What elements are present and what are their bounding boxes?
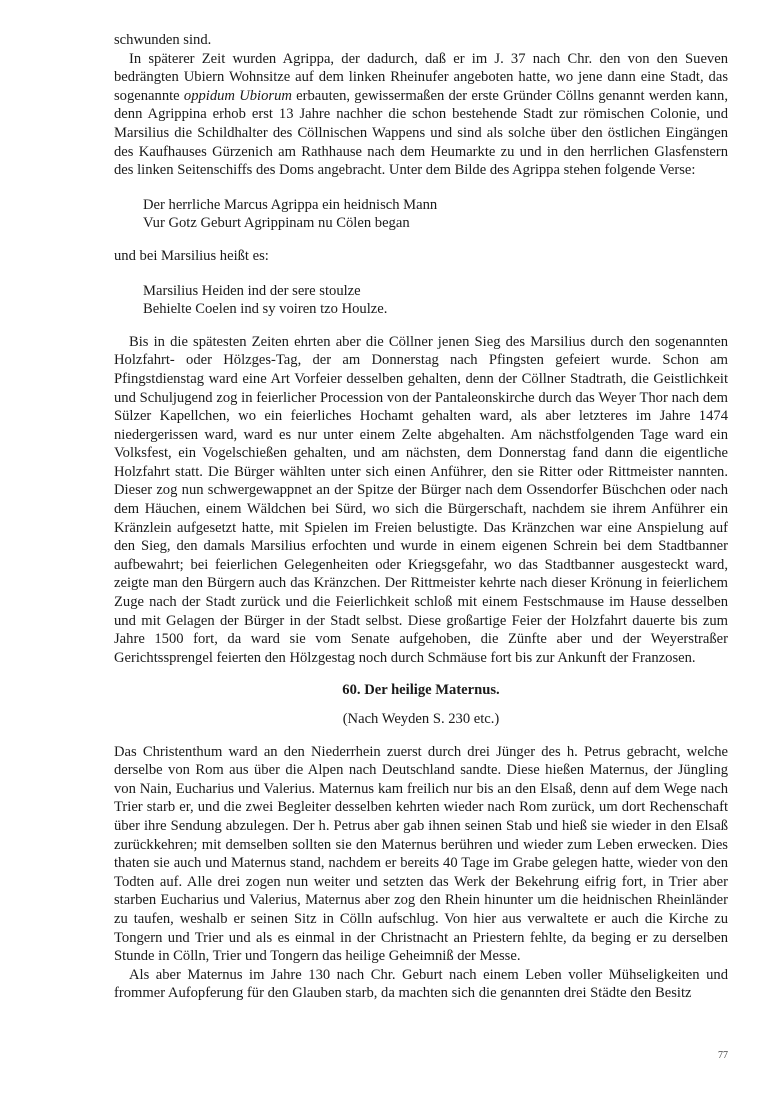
verse-line: Behielte Coelen ind sy voiren tzo Houlze.	[143, 301, 388, 318]
paragraph-agrippa-text-2: erbauten, gewissermaßen der erste Gründer Cöllns genannt werden kann, denn Agrippina erhob erst 13 Jahre nachher die schon bestehende Stadt zur römischen Colonie, und Marsilius die Schildhalter des Cöllnischen Wappens und sind als solche über den östlichen Eingängen des Kaufhauses Gürzenich am Rathhause nach dem Heumarkte zu und in den herrlichen Glasfenstern des linken Seitenschiffs des Doms angebracht. Unter dem Bilde des Agrippa stehen folgende Verse:	[114, 87, 728, 179]
verse-line: Der herrliche Marcus Agrippa ein heidnisch Mann	[143, 196, 438, 213]
paragraph-marsilius-intro: und bei Marsilius heißt es:	[114, 247, 269, 264]
section-source: (Nach Weyden S. 230 etc.)	[342, 711, 500, 727]
verse-agrippa	[143, 196, 728, 233]
paragraph-maternus-death: Als aber Maternus im Jahre 130 nach Chr. Geburt nach einem Leben voller Mühseligkeiten und frommer Aufopferung für den Glauben starb, da machten sich die genannten drei Städte den Besitz	[114, 966, 728, 1002]
paragraph-agrippa	[114, 50, 728, 180]
paragraph-continuation: schwunden sind.	[114, 32, 212, 48]
verse-line: Marsilius Heiden ind der sere stoulze	[143, 282, 361, 299]
verse-marsilius	[143, 282, 728, 319]
paragraph-maternus: Das Christenthum ward an den Niederrhein zuerst durch drei Jünger des h. Petrus gebracht, welche derselbe von Rom aus über die Alpen nach Deutschland sandte. Diese hießen Maternus, der Jüngling von Nain, Eucharius und Valerius. Maternus kam freilich nur bis an den Elsaß, denn auf dem Wege nach Trier starb er, und die zwei Begleiter desselben kehrten wieder nach Rom zurück, um dort Rechenschaft über ihre Sendung abzulegen. Der h. Petrus aber gab ihnen seinen Stab und hieß sie wieder in den Elsaß zurückkehren; mit demselben sollten sie den Maternus berühren und wieder zum Leben erwecken. Dies thaten sie auch und Maternus stand, nachdem er bereits 40 Tage im Grabe gelegen hatte, wieder von den Todten auf. Alle drei zogen nun weiter und setzten das Werk der Bekehrung eifrig fort, in Trier aber starben Eucharius und Valerius, Maternus aber zog den Rhein hinunter um die heidnischen Rheinländer zu taufen, weshalb er seinen Sitz in Cölln aufschlug. Von hier aus verwaltete er auch die Kirche zu Tongern und Trier und als es einmal in der Christnacht an Priestern fehlte, da beging er zu derselben Stunde in Cölln, Trier und Tongern das heilige Geheimniß der Messe.	[114, 743, 728, 965]
verse-line: Vur Gotz Geburt Agrippinam nu Cölen began	[143, 215, 410, 232]
page-content	[114, 31, 728, 1003]
italic-term: oppidum Ubiorum	[183, 87, 292, 104]
section-heading: 60. Der heilige Maternus.	[342, 682, 500, 699]
page-number: 77	[718, 1050, 728, 1061]
paragraph-agrippa-text-1: In späterer Zeit wurden Agrippa, der dadurch, daß er im J. 37 nach Chr. den von den Sueven bedrängten Ubiern Wohnsitze auf dem linken Rheinufer angeboten hatte, wo jene dann eine Stadt, das sogenannte	[114, 50, 728, 104]
paragraph-holzfahrt: Bis in die spätesten Zeiten ehrten aber die Cöllner jenen Sieg des Marsilius durch den sogenannten Holzfahrt- oder Hölzges-Tag, der am Donnerstag nach Pfingsten gefeiert wurde. Schon am Pfingstdienstag ward eine Art Vorfeier desselben gehalten, denn der Cöllner Stadtrath, die Geistlichkeit und Schuljugend zog in feierlicher Procession von der Pantaleonskirche durch das Weyer Thor nach dem Sülzer Kapellchen, wo ein feierliches Hochamt gehalten ward, als aber letzteres im Jahre 1474 niedergerissen ward, ward es nur unter einem Zelte abgehalten. Am nächstfolgenden Tage ward ein Volksfest, ein Vogelschießen gehalten, und am nächsten, dem Donnerstag fand dann die eigentliche Holzfahrt statt. Die Bürger wählten unter sich einen Anführer, den sie Ritter oder Rittmeister nannten. Dieser zog nun schwergewappnet an der Spitze der Bürger nach dem Ossendorfer Büschchen oder nach dem Häuchen, einem Wäldchen bei Sürd, wo sich die Bürgerschaft, nachdem sie ihrem Anführer ein Kränzlein aufgesetzt hatte, mit Spielen im Freien belustigte. Das Kränzchen war eine Anspielung auf den Sieg, den damals Marsilius erfochten und wurde in einem eigenen Schrein bei dem Stadtbanner aufbewahrt; bei feierlichen Gelegenheiten oder Kriegsgefahr, wo das Stadtbanner ausgesteckt ward, zeigte man den Bürgern auch das Kränzchen. Der Rittmeister kehrte nach dieser Krönung in feierlichem Zuge nach der Stadt zurück und die Feierlichkeit schloß mit einem Festschmause im Hause desselben und mit Gelagen der Bürger in der Stadt selbst. Diese großartige Feier der Holzfahrt dauerte bis zum Jahre 1500 fort, da ward sie vom Senate aufgehoben, die Zünfte aber und der Weyerstraßer Gerichtssprengel feierten den Hölzgestag noch durch Schmäuse fort bis zur Ankunft der Franzosen.	[114, 333, 728, 666]
